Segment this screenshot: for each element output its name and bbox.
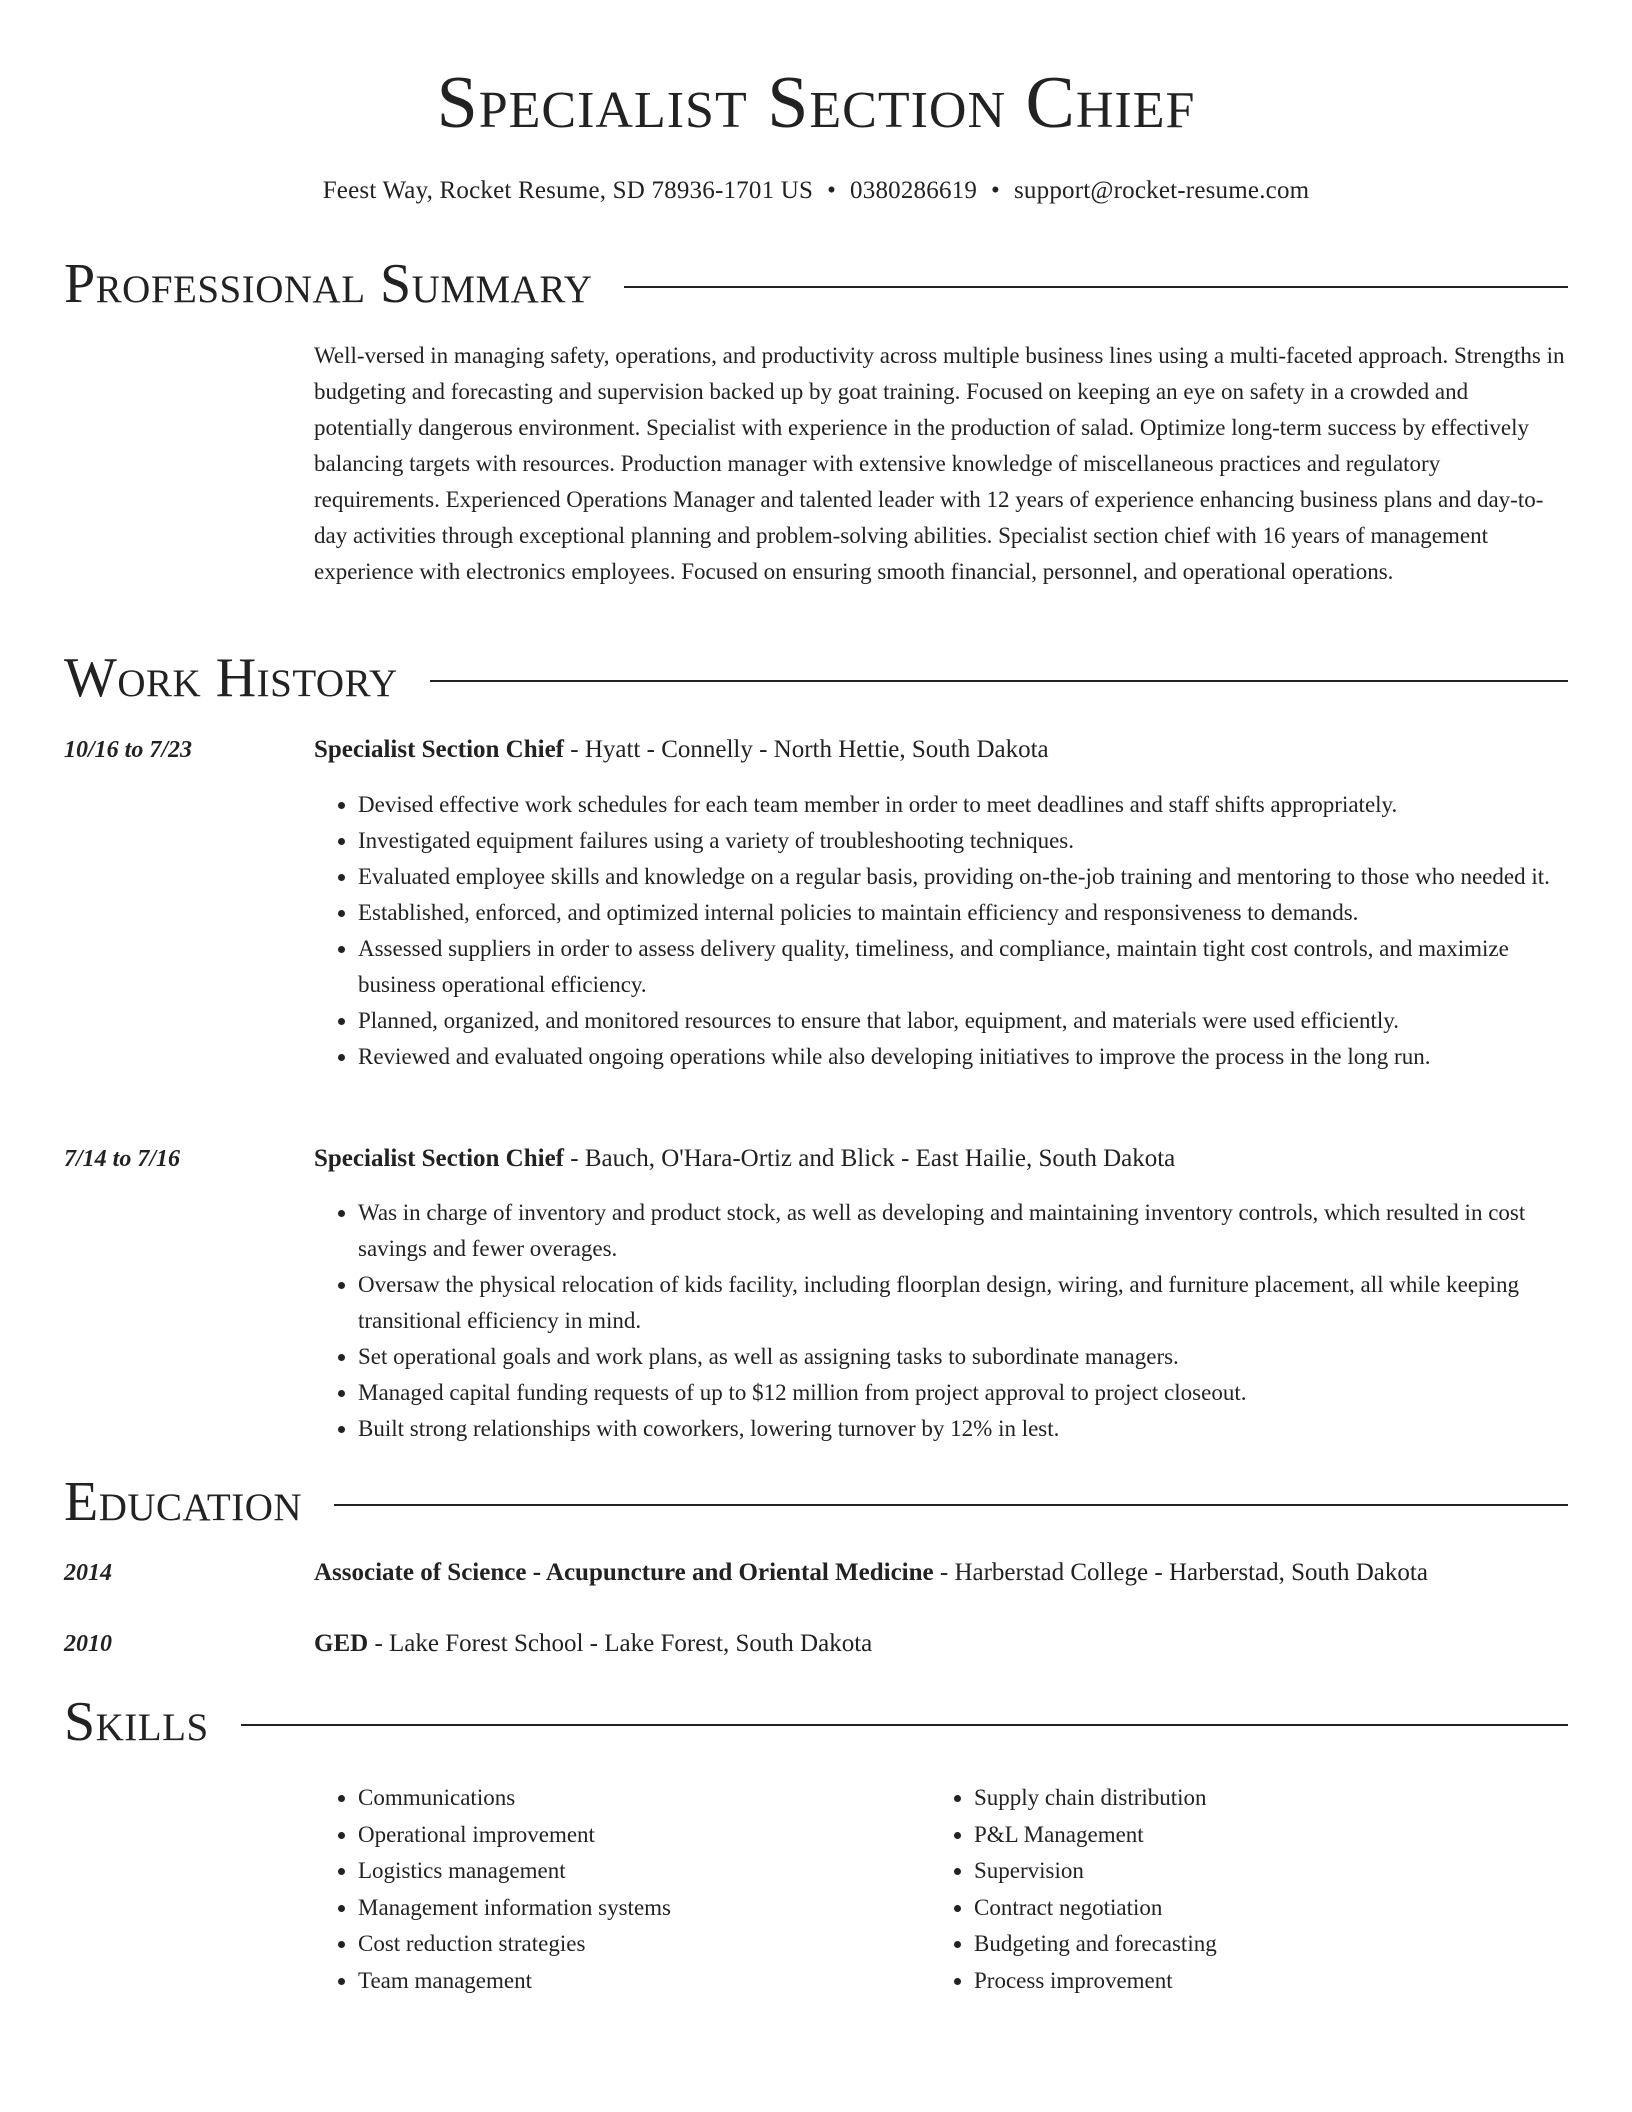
skill-item: • Cost reduction strategies — [358, 1926, 914, 1963]
job-dates: 10/16 to 7/23 — [64, 737, 193, 763]
list-item: • Built strong relationships with coworkers, lowering turnover by 12% in lest. — [358, 1411, 1568, 1447]
job-details: - Bauch, O'Hara-Ortiz and Blick - East Hailie, South Dakota — [564, 1145, 1176, 1172]
list-item: • Established, enforced, and optimized internal policies to maintain efficiency and responsiveness to demands. — [358, 895, 1568, 931]
skill-item: • Operational improvement — [358, 1817, 914, 1854]
list-item: • Set operational goals and work plans, as well as assigning tasks to subordinate managers. — [358, 1339, 1568, 1375]
work-history-heading: Work History — [64, 647, 398, 709]
skills-list-right — [930, 1780, 1530, 1999]
work-history-section-header — [64, 642, 1568, 714]
skill-item: • Logistics management — [358, 1853, 914, 1890]
education-entry — [314, 1556, 1568, 1590]
contact-phone: 0380286619 — [850, 177, 978, 204]
education-details: - Harberstad College - Harberstad, South Dakota — [933, 1559, 1428, 1586]
list-item: • Assessed suppliers in order to assess delivery quality, timeliness, and compliance, maintain tight cost controls, and maximize business operational efficiency. — [358, 931, 1568, 1003]
education-section-header — [64, 1466, 1568, 1538]
skill-item: • P&L Management — [974, 1817, 1530, 1854]
contact-address: Feest Way, Rocket Resume, SD 78936-1701 US — [322, 177, 814, 204]
job-dates: 7/14 to 7/16 — [64, 1146, 181, 1172]
section-divider — [430, 680, 1568, 682]
skills-heading: Skills — [64, 1691, 209, 1753]
education-details: - Lake Forest School - Lake Forest, South Dakota — [368, 1630, 873, 1657]
list-item: • Managed capital funding requests of up to $12 million from project approval to project closeout. — [358, 1375, 1568, 1411]
contact-separator: • — [991, 177, 1000, 204]
job-heading — [314, 1142, 1568, 1176]
summary-section-header — [64, 248, 1568, 320]
skills-list-left — [314, 1780, 914, 1999]
list-item: • Evaluated employee skills and knowledge on a regular basis, providing on-the-job training and mentoring to those who needed it. — [358, 859, 1568, 895]
contact-line — [0, 174, 1632, 208]
education-degree: GED — [314, 1630, 369, 1657]
list-item: • Oversaw the physical relocation of kids facility, including floorplan design, wiring, and furniture placement, all while keeping transitional efficiency in mind. — [358, 1267, 1568, 1339]
summary-heading: Professional Summary — [64, 253, 593, 315]
skill-item: • Process improvement — [974, 1963, 1530, 2000]
list-item: • Reviewed and evaluated ongoing operations while also developing initiatives to improve the process in the long run. — [358, 1039, 1568, 1075]
contact-separator: • — [827, 177, 837, 204]
candidate-name: Specialist Section Chief — [436, 62, 1196, 144]
skills-section-header — [64, 1686, 1568, 1758]
job-bullet-list — [314, 787, 1568, 1075]
list-item: • Investigated equipment failures using a variety of troubleshooting techniques. — [358, 823, 1568, 859]
skill-item: • Management information systems — [358, 1890, 914, 1927]
job-title: Specialist Section Chief — [314, 1145, 564, 1172]
skill-item: • Supervision — [974, 1853, 1530, 1890]
section-divider — [334, 1504, 1568, 1506]
contact-email[interactable]: support@rocket-resume.com — [1014, 177, 1310, 204]
education-heading: Education — [64, 1471, 303, 1533]
list-item: • Planned, organized, and monitored resources to ensure that labor, equipment, and materials were used efficiently. — [358, 1003, 1568, 1039]
job-heading — [314, 733, 1568, 767]
summary-text: Well-versed in managing safety, operations, and productivity across multiple business lines using a multi-faceted approach. Strengths in budgeting and forecasting and supervision backed up by goat training. Focused on keeping an eye on safety in a crowded and potentially dangerous environment. Specialist with experience in the production of salad. Optimize long-term success by effectively balancing targets with resources. Production manager with extensive knowledge of miscellaneous practices and regulatory requirements. Experienced Operations Manager and talented leader with 12 years of experience enhancing business plans and day-to-day activities through exceptional planning and problem-solving abilities. Specialist section chief with 16 years of management experience with electronics employees. Focused on ensuring smooth financial, personnel, and operational operations. — [314, 343, 1565, 584]
education-entry — [314, 1627, 1568, 1661]
skill-item: • Supply chain distribution — [974, 1780, 1530, 1817]
education-degree: Associate of Science - Acupuncture and Oriental Medicine — [314, 1559, 934, 1586]
job-bullet-list — [314, 1195, 1568, 1447]
skill-item: • Team management — [358, 1963, 914, 2000]
skill-item: • Communications — [358, 1780, 914, 1817]
job-title: Specialist Section Chief — [314, 736, 564, 763]
education-year: 2014 — [64, 1560, 112, 1586]
skill-item: • Budgeting and forecasting — [974, 1926, 1530, 1963]
job-details: - Hyatt - Connelly - North Hettie, South Dakota — [564, 736, 1049, 763]
section-divider — [241, 1724, 1568, 1726]
section-divider — [624, 286, 1568, 288]
list-item: • Devised effective work schedules for each team member in order to meet deadlines and staff shifts appropriately. — [358, 787, 1568, 823]
education-year: 2010 — [64, 1631, 112, 1657]
list-item: • Was in charge of inventory and product stock, as well as developing and maintaining inventory controls, which resulted in cost savings and fewer overages. — [358, 1195, 1568, 1267]
skill-item: • Contract negotiation — [974, 1890, 1530, 1927]
